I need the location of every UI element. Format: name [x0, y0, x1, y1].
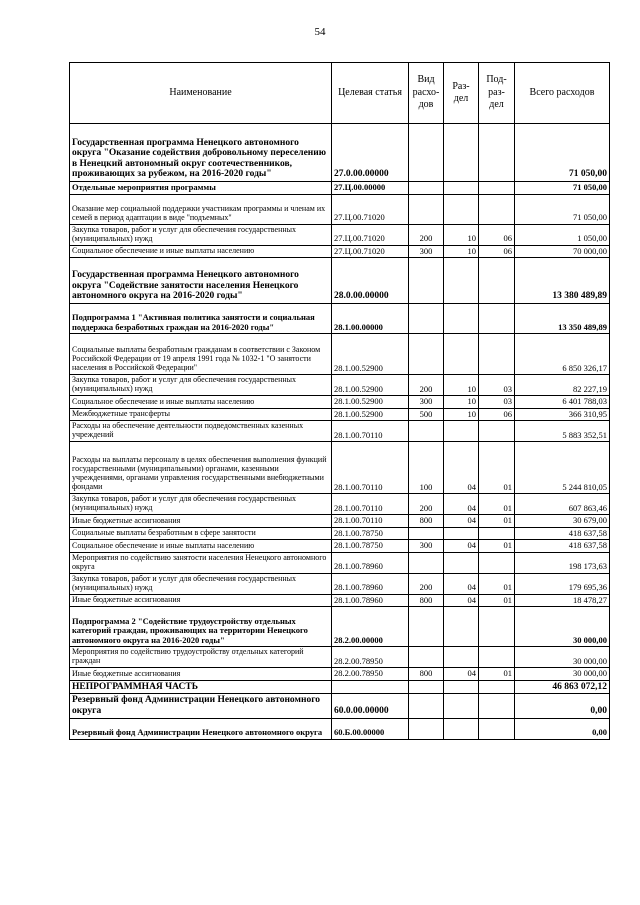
cell-section	[444, 124, 479, 182]
cell-name: Социальное обеспечение и иные выплаты населению	[70, 245, 332, 258]
cell-target-article: 27.Ц.00.71020	[332, 194, 409, 224]
table-row	[70, 194, 610, 224]
cell-subsection: 01	[479, 594, 515, 607]
header-section: Раз-дел	[444, 63, 479, 124]
cell-name: Закупка товаров, работ и услуг для обеспечения государственных (муниципальных) нужд	[70, 375, 332, 396]
cell-subsection: 06	[479, 224, 515, 245]
cell-name: Государственная программа Ненецкого автономного округа "Оказание содействия добровольному переселению в Ненецкий автономный округ соотечественников, проживающих за рубежом, на 2016-2020 годы"	[70, 124, 332, 182]
cell-section	[444, 182, 479, 195]
cell-amount: 366 310,95	[515, 408, 610, 421]
cell-amount: 198 173,63	[515, 552, 610, 573]
table-row	[70, 694, 610, 718]
cell-target-article: 28.1.00.70110	[332, 515, 409, 528]
cell-section	[444, 694, 479, 718]
cell-amount: 0,00	[515, 694, 610, 718]
cell-amount: 70 000,00	[515, 245, 610, 258]
cell-section: 10	[444, 408, 479, 421]
cell-expense-type	[409, 607, 444, 647]
cell-subsection	[479, 421, 515, 442]
cell-amount: 607 863,46	[515, 494, 610, 515]
page-number: 54	[314, 26, 326, 38]
cell-subsection: 03	[479, 375, 515, 396]
cell-section: 04	[444, 442, 479, 494]
table-row	[70, 396, 610, 409]
cell-name: Государственная программа Ненецкого автономного округа "Содействие занятости населения Ненецкого автономного округа на 2016-2020 годы"	[70, 258, 332, 304]
cell-target-article: 28.1.00.70110	[332, 494, 409, 515]
table-row	[70, 680, 610, 694]
table-row	[70, 594, 610, 607]
cell-target-article: 28.1.00.78960	[332, 594, 409, 607]
cell-target-article: 28.1.00.52900	[332, 408, 409, 421]
cell-section: 10	[444, 396, 479, 409]
cell-name: Расходы на обеспечение деятельности подведомственных казенных учреждений	[70, 421, 332, 442]
table-row	[70, 442, 610, 494]
cell-expense-type	[409, 194, 444, 224]
cell-section: 04	[444, 515, 479, 528]
table-row	[70, 647, 610, 668]
cell-amount: 30 000,00	[515, 607, 610, 647]
table-row	[70, 304, 610, 334]
table-row	[70, 245, 610, 258]
cell-section	[444, 552, 479, 573]
cell-section	[444, 194, 479, 224]
cell-expense-type: 200	[409, 573, 444, 594]
cell-subsection	[479, 194, 515, 224]
cell-amount: 46 863 072,12	[515, 680, 610, 694]
cell-expense-type	[409, 718, 444, 739]
cell-subsection	[479, 124, 515, 182]
table-row	[70, 182, 610, 195]
cell-target-article: 27.Ц.00.71020	[332, 245, 409, 258]
cell-name: Иные бюджетные ассигнования	[70, 515, 332, 528]
cell-section: 10	[444, 375, 479, 396]
cell-amount: 418 637,58	[515, 527, 610, 540]
header-total: Всего расходов	[515, 63, 610, 124]
cell-subsection	[479, 527, 515, 540]
cell-section	[444, 421, 479, 442]
cell-amount: 5 883 352,51	[515, 421, 610, 442]
cell-subsection	[479, 552, 515, 573]
table-body	[70, 124, 610, 740]
cell-subsection	[479, 694, 515, 718]
table-row	[70, 527, 610, 540]
cell-amount: 5 244 810,05	[515, 442, 610, 494]
cell-section: 04	[444, 668, 479, 681]
cell-expense-type: 800	[409, 668, 444, 681]
cell-subsection	[479, 334, 515, 375]
table-row	[70, 494, 610, 515]
cell-expense-type	[409, 680, 444, 694]
cell-name: Межбюджетные трансферты	[70, 408, 332, 421]
cell-target-article: 60.0.00.00000	[332, 694, 409, 718]
table-row	[70, 408, 610, 421]
cell-subsection	[479, 607, 515, 647]
cell-target-article: 28.1.00.52900	[332, 375, 409, 396]
table-row	[70, 375, 610, 396]
cell-amount: 71 050,00	[515, 182, 610, 195]
cell-expense-type	[409, 647, 444, 668]
cell-target-article: 60.Б.00.00000	[332, 718, 409, 739]
cell-name: Закупка товаров, работ и услуг для обеспечения государственных (муниципальных) нужд	[70, 494, 332, 515]
cell-expense-type: 200	[409, 494, 444, 515]
cell-target-article: 28.1.00.52900	[332, 396, 409, 409]
cell-name: Закупка товаров, работ и услуг для обеспечения государственных (муниципальных) нужд	[70, 573, 332, 594]
cell-name: Иные бюджетные ассигнования	[70, 668, 332, 681]
cell-target-article: 27.Ц.00.71020	[332, 224, 409, 245]
cell-section	[444, 607, 479, 647]
cell-expense-type: 800	[409, 515, 444, 528]
cell-target-article: 28.1.00.78750	[332, 527, 409, 540]
cell-target-article: 28.2.00.78950	[332, 647, 409, 668]
cell-section: 10	[444, 224, 479, 245]
cell-expense-type	[409, 304, 444, 334]
header-name: Наименование	[70, 63, 332, 124]
cell-name: НЕПРОГРАММНАЯ ЧАСТЬ	[70, 680, 332, 694]
table-header-row	[70, 63, 610, 124]
cell-section	[444, 334, 479, 375]
header-expense-type: Вид расхо-дов	[409, 63, 444, 124]
table-row	[70, 224, 610, 245]
cell-subsection	[479, 680, 515, 694]
cell-target-article: 28.0.00.00000	[332, 258, 409, 304]
table-row	[70, 124, 610, 182]
cell-subsection	[479, 718, 515, 739]
cell-expense-type	[409, 552, 444, 573]
cell-name: Подпрограмма 1 "Активная политика занятости и социальная поддержка безработных граждан на 2016-2020 годы"	[70, 304, 332, 334]
table-row	[70, 334, 610, 375]
cell-section: 04	[444, 540, 479, 553]
cell-amount: 0,00	[515, 718, 610, 739]
cell-section: 04	[444, 494, 479, 515]
table-row	[70, 552, 610, 573]
cell-target-article: 28.1.00.00000	[332, 304, 409, 334]
cell-expense-type	[409, 124, 444, 182]
table-row	[70, 540, 610, 553]
cell-section: 04	[444, 594, 479, 607]
cell-subsection: 06	[479, 408, 515, 421]
cell-section	[444, 680, 479, 694]
cell-section	[444, 304, 479, 334]
cell-section: 10	[444, 245, 479, 258]
cell-target-article: 28.1.00.78750	[332, 540, 409, 553]
cell-target-article: 28.1.00.52900	[332, 334, 409, 375]
cell-expense-type: 100	[409, 442, 444, 494]
cell-target-article: 27.0.00.00000	[332, 124, 409, 182]
table-row	[70, 421, 610, 442]
cell-amount: 71 050,00	[515, 124, 610, 182]
cell-name: Расходы на выплаты персоналу в целях обеспечения выполнения функций государственными (муниципальными) органами, казенными учреждениями, органами управления государственными внебюджетными фондами	[70, 442, 332, 494]
table-row	[70, 607, 610, 647]
cell-name: Отдельные мероприятия программы	[70, 182, 332, 195]
table-row	[70, 515, 610, 528]
cell-amount: 71 050,00	[515, 194, 610, 224]
cell-target-article: 28.2.00.78950	[332, 668, 409, 681]
cell-name: Мероприятия по содействию занятости населения Ненецкого автономного округа	[70, 552, 332, 573]
cell-section	[444, 527, 479, 540]
table-row	[70, 718, 610, 739]
cell-expense-type: 800	[409, 594, 444, 607]
cell-name: Иные бюджетные ассигнования	[70, 594, 332, 607]
cell-name: Резервный фонд Администрации Ненецкого автономного округа	[70, 718, 332, 739]
cell-amount: 13 380 489,89	[515, 258, 610, 304]
cell-expense-type: 300	[409, 540, 444, 553]
cell-target-article	[332, 680, 409, 694]
cell-subsection: 01	[479, 540, 515, 553]
cell-section	[444, 258, 479, 304]
cell-target-article: 28.1.00.78960	[332, 552, 409, 573]
cell-expense-type: 500	[409, 408, 444, 421]
cell-name: Резервный фонд Администрации Ненецкого автономного округа	[70, 694, 332, 718]
cell-subsection	[479, 304, 515, 334]
cell-amount: 30 679,00	[515, 515, 610, 528]
header-target-article: Целевая статья	[332, 63, 409, 124]
cell-subsection: 01	[479, 442, 515, 494]
cell-expense-type: 300	[409, 396, 444, 409]
cell-amount: 13 350 489,89	[515, 304, 610, 334]
cell-expense-type: 200	[409, 375, 444, 396]
cell-amount: 82 227,19	[515, 375, 610, 396]
cell-amount: 30 000,00	[515, 647, 610, 668]
cell-target-article: 27.Ц.00.00000	[332, 182, 409, 195]
cell-name: Социальное обеспечение и иные выплаты населению	[70, 540, 332, 553]
cell-target-article: 28.1.00.70110	[332, 442, 409, 494]
cell-amount: 179 695,36	[515, 573, 610, 594]
budget-table	[69, 62, 610, 740]
cell-expense-type	[409, 334, 444, 375]
cell-expense-type: 200	[409, 224, 444, 245]
cell-subsection: 06	[479, 245, 515, 258]
cell-expense-type: 300	[409, 245, 444, 258]
cell-expense-type	[409, 258, 444, 304]
cell-name: Мероприятия по содействию трудоустройству отдельных категорий граждан	[70, 647, 332, 668]
cell-target-article: 28.1.00.78960	[332, 573, 409, 594]
cell-subsection	[479, 182, 515, 195]
cell-amount: 6 850 326,17	[515, 334, 610, 375]
cell-subsection	[479, 258, 515, 304]
cell-name: Социальные выплаты безработным гражданам в соответствии с Законом Российской Федерации от 19 апреля 1991 года № 1032-1 "О занятости населения в Российской Федерации"	[70, 334, 332, 375]
cell-name: Социальные выплаты безработным в сфере занятости	[70, 527, 332, 540]
cell-section	[444, 718, 479, 739]
table-row	[70, 258, 610, 304]
cell-subsection: 03	[479, 396, 515, 409]
cell-subsection: 01	[479, 573, 515, 594]
cell-section: 04	[444, 573, 479, 594]
cell-target-article: 28.1.00.70110	[332, 421, 409, 442]
cell-section	[444, 647, 479, 668]
cell-expense-type	[409, 182, 444, 195]
cell-subsection: 01	[479, 515, 515, 528]
cell-amount: 30 000,00	[515, 668, 610, 681]
cell-subsection: 01	[479, 494, 515, 515]
cell-amount: 418 637,58	[515, 540, 610, 553]
cell-subsection: 01	[479, 668, 515, 681]
cell-target-article: 28.2.00.00000	[332, 607, 409, 647]
cell-expense-type	[409, 421, 444, 442]
cell-name: Оказание мер социальной поддержки участникам программы и членам их семей в период адаптации в виде "подъемных"	[70, 194, 332, 224]
cell-expense-type	[409, 527, 444, 540]
cell-subsection	[479, 647, 515, 668]
table-row	[70, 668, 610, 681]
cell-name: Подпрограмма 2 "Содействие трудоустройству отдельных категорий граждан, проживающих на территории Ненецкого автономного округа на 2016-2020 годы"	[70, 607, 332, 647]
cell-amount: 6 401 788,03	[515, 396, 610, 409]
cell-amount: 18 478,27	[515, 594, 610, 607]
header-subsection: Под-раз-дел	[479, 63, 515, 124]
cell-amount: 1 050,00	[515, 224, 610, 245]
cell-name: Социальное обеспечение и иные выплаты населению	[70, 396, 332, 409]
table-row	[70, 573, 610, 594]
cell-name: Закупка товаров, работ и услуг для обеспечения государственных (муниципальных) нужд	[70, 224, 332, 245]
cell-expense-type	[409, 694, 444, 718]
